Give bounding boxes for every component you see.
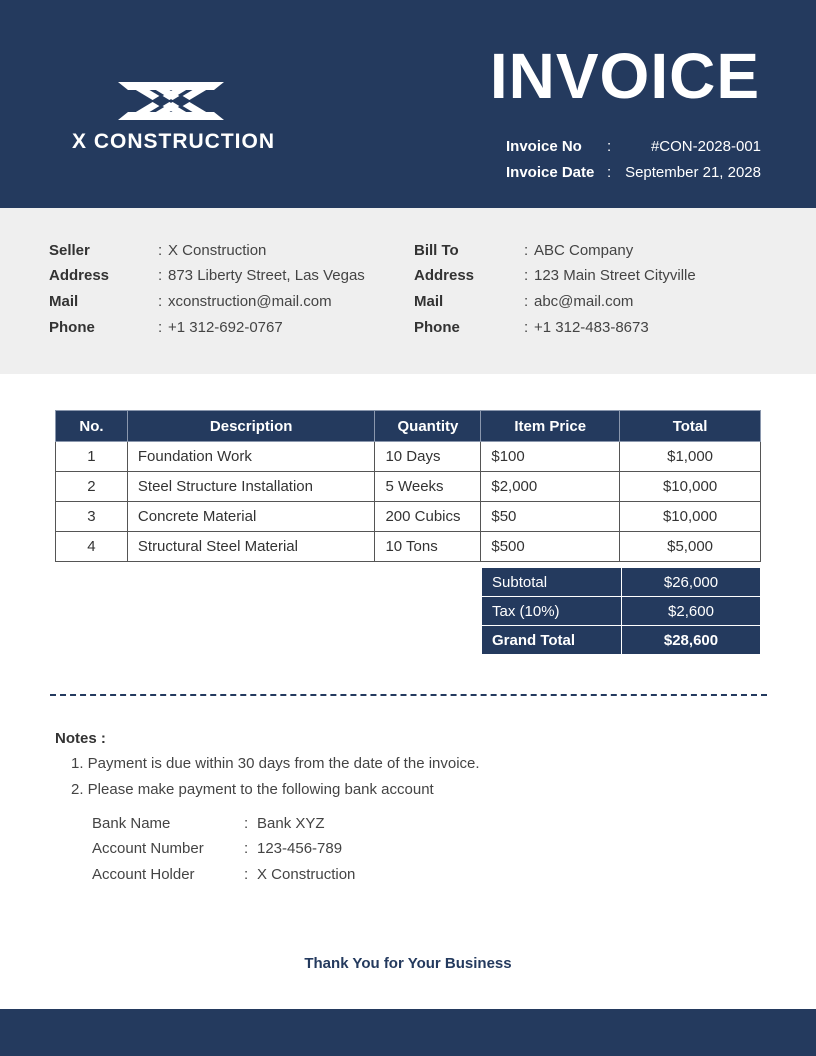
notes-title: Notes : (55, 730, 106, 747)
table-row (56, 532, 761, 562)
dashed-divider (50, 694, 767, 696)
seller-address-row (49, 267, 389, 287)
invoice-number-value: #CON-2028-001 (650, 138, 761, 155)
item-no: 1 (56, 442, 128, 472)
item-price: $2,000 (481, 472, 620, 502)
item-total: $10,000 (620, 472, 761, 502)
invoice-date-row (506, 164, 761, 184)
item-description: Concrete Material (127, 502, 375, 532)
seller-label: Seller (49, 242, 90, 259)
thank-you-message: Thank You for Your Business (304, 955, 512, 972)
seller-mail-value: xconstruction@mail.com (168, 293, 332, 310)
item-quantity: 10 Tons (375, 532, 481, 562)
separator: : (524, 242, 529, 259)
bill-to-mail-label: Mail (414, 293, 444, 310)
subtotal-row (482, 568, 761, 597)
items-table (55, 410, 761, 562)
item-quantity: 5 Weeks (375, 472, 481, 502)
footer-bar (0, 1009, 816, 1056)
x-logo-icon (118, 82, 224, 120)
separator: : (158, 242, 163, 259)
account-number-value: 123-456-789 (257, 840, 343, 857)
table-row (56, 472, 761, 502)
separator: : (244, 815, 249, 832)
column-header-item-price: Item Price (481, 411, 620, 442)
separator: : (244, 840, 249, 857)
note-item: 1. Payment is due within 30 days from the date of the invoice. (71, 755, 480, 772)
invoice-date-label: Invoice Date (506, 164, 595, 181)
tax-row (482, 597, 761, 626)
item-description: Foundation Work (127, 442, 375, 472)
seller-address-value: 873 Liberty Street, Las Vegas (168, 267, 365, 284)
account-number-row (92, 840, 392, 860)
seller-mail-row (49, 293, 389, 313)
separator: : (524, 267, 529, 284)
tax-label: Tax (10%) (482, 597, 622, 626)
table-row (56, 502, 761, 532)
seller-phone-value: +1 312-692-0767 (168, 319, 283, 336)
item-quantity: 200 Cubics (375, 502, 481, 532)
parties-panel (0, 208, 816, 374)
item-no: 3 (56, 502, 128, 532)
bank-name-value: Bank XYZ (257, 815, 325, 832)
seller-mail-label: Mail (49, 293, 79, 310)
subtotal-label: Subtotal (482, 568, 622, 597)
seller-address-label: Address (49, 267, 110, 284)
item-total: $10,000 (620, 502, 761, 532)
account-number-label: Account Number (92, 840, 204, 857)
item-price: $50 (481, 502, 620, 532)
bill-to-phone-row (414, 319, 754, 339)
item-description: Steel Structure Installation (127, 472, 375, 502)
item-no: 2 (56, 472, 128, 502)
bill-to-mail-row (414, 293, 754, 313)
bill-to-row (414, 242, 754, 262)
invoice-header (0, 0, 816, 208)
seller-value: X Construction (168, 242, 267, 259)
bill-to-mail-value: abc@mail.com (534, 293, 634, 310)
separator: : (524, 319, 529, 336)
brand-name: X CONSTRUCTION (72, 130, 275, 153)
item-no: 4 (56, 532, 128, 562)
item-total: $1,000 (620, 442, 761, 472)
separator: : (524, 293, 529, 310)
account-holder-row (92, 866, 392, 886)
item-total: $5,000 (620, 532, 761, 562)
separator: : (607, 164, 612, 181)
separator: : (158, 267, 163, 284)
seller-row (49, 242, 389, 262)
page-title: INVOICE (489, 40, 760, 112)
invoice-date-value: September 21, 2028 (625, 164, 761, 181)
bill-to-address-label: Address (414, 267, 475, 284)
account-holder-value: X Construction (257, 866, 356, 883)
separator: : (244, 866, 249, 883)
bank-name-row (92, 815, 392, 835)
seller-phone-label: Phone (49, 319, 95, 336)
summary-table (481, 567, 761, 655)
item-price: $100 (481, 442, 620, 472)
grand-total-row (482, 626, 761, 655)
column-header-description: Description (127, 411, 375, 442)
subtotal-value: $26,000 (622, 568, 761, 597)
bill-to-value: ABC Company (534, 242, 634, 259)
bill-to-phone-value: +1 312-483-8673 (534, 319, 649, 336)
grand-total-value: $28,600 (622, 626, 761, 655)
item-quantity: 10 Days (375, 442, 481, 472)
bill-to-phone-label: Phone (414, 319, 460, 336)
invoice-number-label: Invoice No (506, 138, 582, 155)
table-row (56, 442, 761, 472)
bill-to-label: Bill To (414, 242, 459, 259)
separator: : (158, 293, 163, 310)
column-header-no: No. (56, 411, 128, 442)
separator: : (158, 319, 163, 336)
bill-to-address-row (414, 267, 754, 287)
item-description: Structural Steel Material (127, 532, 375, 562)
account-holder-label: Account Holder (92, 866, 195, 883)
bill-to-address-value: 123 Main Street Cityville (534, 267, 696, 284)
bank-name-label: Bank Name (92, 815, 171, 832)
column-header-quantity: Quantity (375, 411, 481, 442)
separator: : (607, 138, 612, 155)
table-header-row (56, 411, 761, 442)
column-header-total: Total (620, 411, 761, 442)
note-item: 2. Please make payment to the following bank account (71, 781, 434, 798)
tax-value: $2,600 (622, 597, 761, 626)
seller-phone-row (49, 319, 389, 339)
item-price: $500 (481, 532, 620, 562)
invoice-number-row (506, 138, 761, 158)
grand-total-label: Grand Total (482, 626, 622, 655)
